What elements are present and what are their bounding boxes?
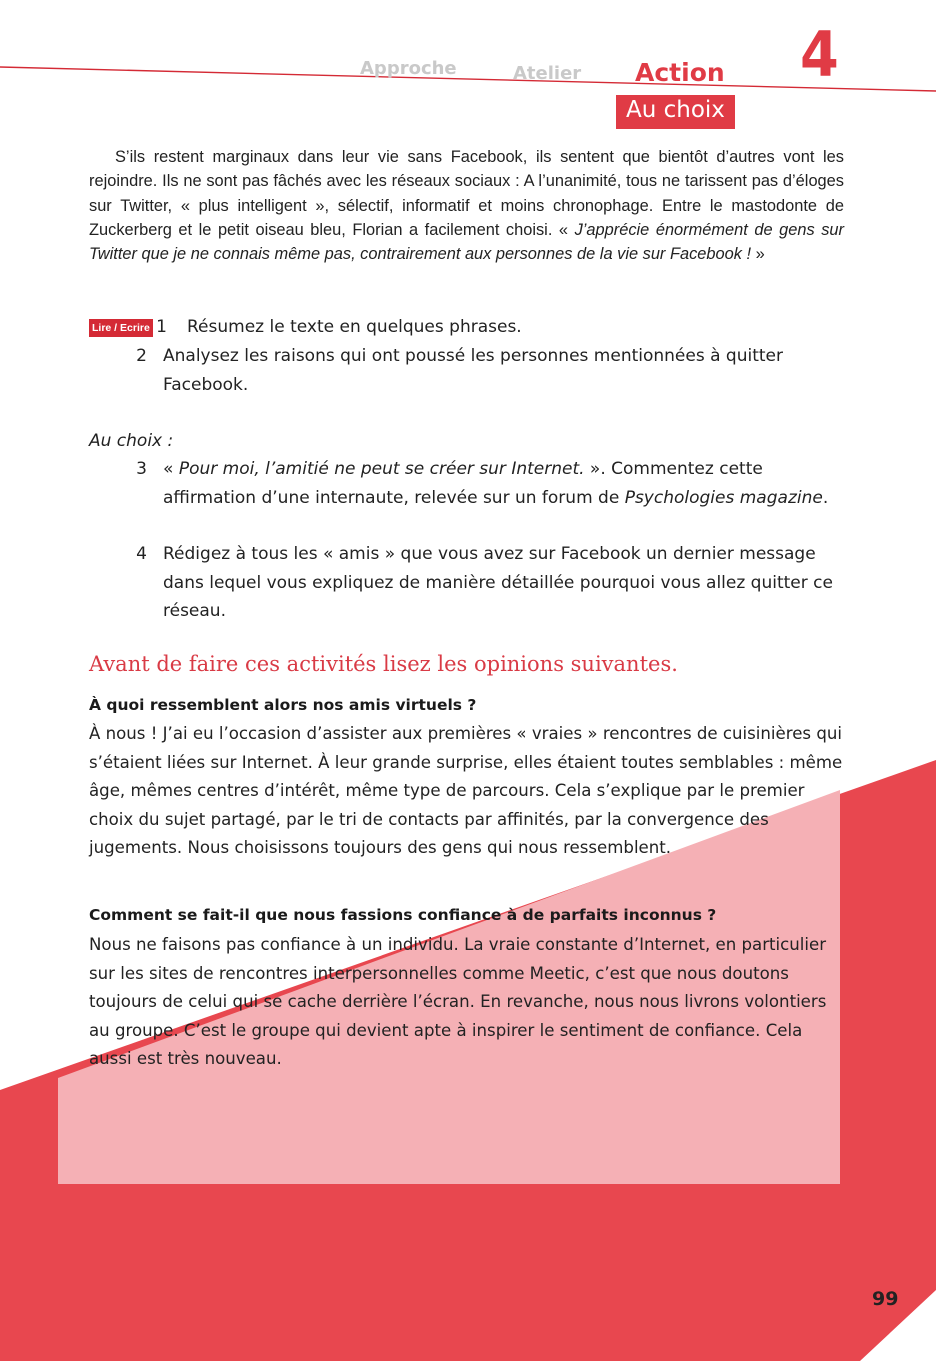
nav-approche: Approche [360,58,457,79]
source-italic: Psychologies magazine [624,487,823,508]
block-1-body: À nous ! J’ai eu l’occasion d’assister aux premières « vraies » rencontres de cuisinières qui s’étaient liées sur Internet. À leur grande surprise, elles étaient toutes semblables : même âge, mêmes centres d’intérêt, même type de parcours. Cela s’explique par le premier choix du sujet partagé, par le tri de contacts par affinités, par la convergence des jugements. Nous choisissons toujours des gens qui nous ressemblent. [89,724,843,857]
exercise-text [163,455,843,512]
intro-quote: J’apprécie énormément de gens sur Twitter que je ne connais même pas, contrairement aux personnes de la vie sur Facebook ! [89,220,844,264]
section-heading: Avant de faire ces activités lisez les opinions suivantes. [89,652,678,676]
intro-quote-end: » [751,245,765,264]
page-number: 99 [872,1288,899,1310]
nav-action: Action [635,58,725,87]
quote-italic: Pour moi, l’amitié ne peut se créer sur Internet. [178,459,585,479]
block-2-title: Comment se fait-il que nous fassions confiance à de parfaits inconnus ? [89,906,717,924]
exercise-text: Analysez les raisons qui ont poussé les personnes mentionnées à quitter Facebook. [163,346,784,395]
exercise-number: 3 [136,459,147,479]
header-rule [0,67,936,91]
exercise-number: 1 [156,317,167,337]
chapter-number: 4 [800,18,839,91]
au-choix-tab: Au choix [616,95,735,129]
sentence-end: . [822,487,829,508]
quote-open: « [163,459,179,479]
exercise-number: 4 [136,544,147,564]
exercise-text: Rédigez à tous les « amis » que vous avez sur Facebook un dernier message dans lequel vous expliquez de manière détaillée pourquoi vous allez quitter ce réseau. [163,544,833,621]
lire-ecrire-badge: Lire / Ecrire [89,319,153,337]
intro-paragraph [89,145,844,266]
intro-text: S’ils restent marginaux dans leur vie sans Facebook, ils sentent que bientôt d’autres vont les rejoindre. Ils ne sont pas fâchés avec les réseaux sociaux : A l’unanimité, tous ne tarissent pas d’éloges sur Twitter, « plus intelligent », sélectif, informatif et moins chronophage. Entre le mastodonte de Zuckerberg et le petit oiseau bleu, Florian a facilement choisi. « [89,148,844,239]
block-2-body: Nous ne faisons pas confiance à un individu. La vraie constante d’Internet, en particulier sur les sites de rencontres interpersonnelles comme Meetic, c’est que nous doutons toujours de celui qui se cache derrière l’écran. En revanche, nous nous livrons volontiers au groupe. C’est le groupe qui devient apte à inspirer le sentiment de confiance. Cela aussi est très nouveau. [89,935,827,1068]
exercise-number: 2 [136,346,147,366]
block-1-title: À quoi ressemblent alors nos amis virtuels ? [89,696,477,714]
quote-rest: ». Commentez cette affirmation d’une internaute, relevée sur un forum de [163,459,763,508]
nav-atelier: Atelier [513,63,582,84]
au-choix-label: Au choix : [89,431,174,451]
exercise-text: Résumez le texte en quelques phrases. [187,317,522,337]
